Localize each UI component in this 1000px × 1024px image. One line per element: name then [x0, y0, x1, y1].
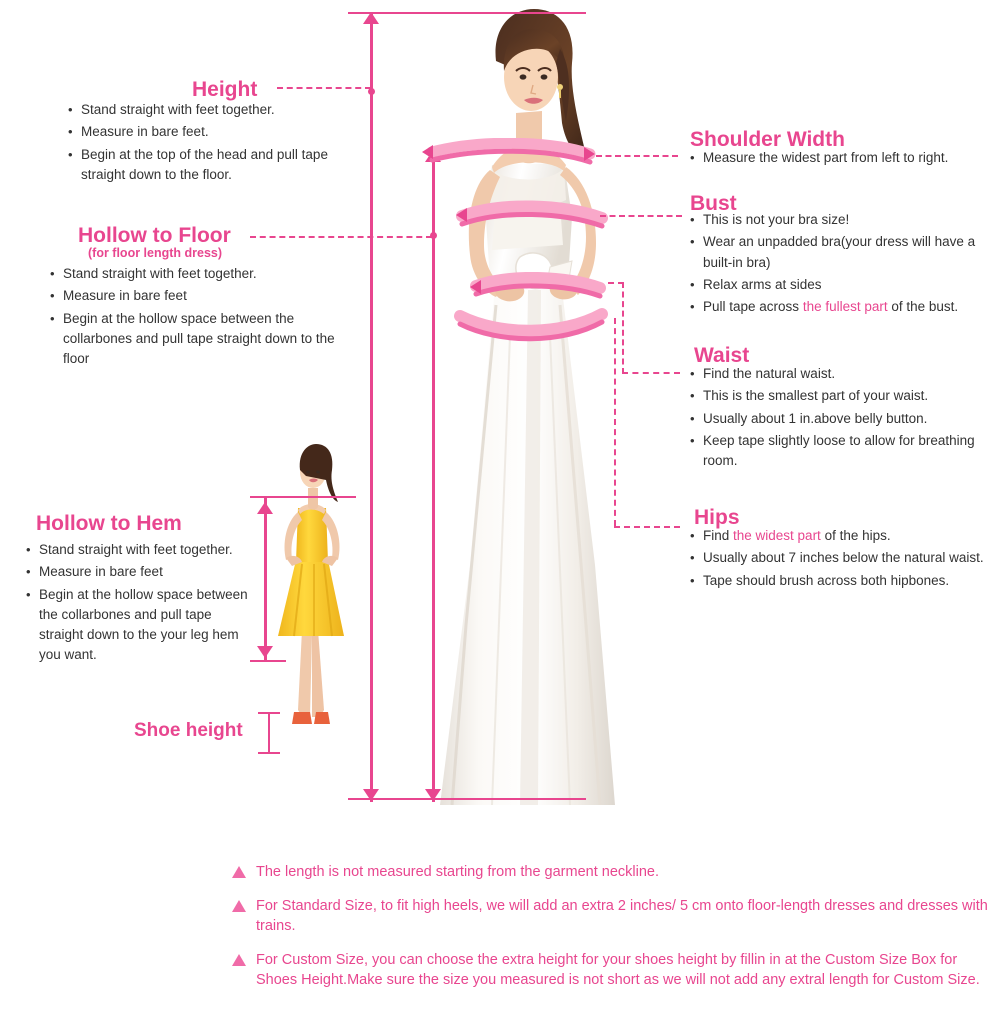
list-item: • Tape should brush across both hipbones.: [703, 571, 988, 591]
list-item: • Wear an unpadded bra(your dress will have a built-in bra): [703, 232, 992, 273]
hollow-to-floor-title: Hollow to Floor: [78, 224, 231, 247]
list-item: • Stand straight with feet together.: [81, 100, 344, 120]
list-item: • Begin at the hollow space between the collarbones and pull tape straight down to the floor: [63, 309, 336, 370]
shoe-height-bottom-cap: [258, 752, 280, 754]
list-item: • Measure in bare feet: [63, 286, 336, 306]
bust-title: Bust: [690, 192, 737, 215]
footer-note-3: [232, 950, 992, 991]
bust-band: [452, 200, 618, 240]
warning-triangle-icon: [232, 900, 246, 912]
list-item: • Usually about 7 inches below the natural waist.: [703, 548, 988, 568]
height-title: Height: [192, 78, 258, 101]
warning-triangle-icon: [232, 954, 246, 966]
height-arrow-down: [363, 789, 379, 801]
footer-note-text: For Custom Size, you can choose the extra height for your shoes height by fillin in at the Custom Size Box for Shoes Height.Make sure the size you measured is not short as we will not add any extral length for Custom Size.: [256, 951, 980, 989]
hollow-to-hem-title: Hollow to Hem: [36, 512, 182, 535]
list-item: • This is the smallest part of your waist.: [703, 386, 986, 406]
footer-note-text: The length is not measured starting from the garment neckline.: [256, 864, 659, 880]
list-item: • Find the natural waist.: [703, 364, 986, 384]
hollow-to-hem-bullets: [22, 540, 252, 668]
list-item: • Usually about 1 in.above belly button.: [703, 409, 986, 429]
hollow-to-floor-arrow-down: [425, 789, 441, 801]
tall-model-svg: [400, 5, 670, 805]
hips-highlight: the widest part: [733, 528, 821, 543]
waist-leader-dash: [622, 372, 680, 374]
height-top-cap: [348, 12, 586, 14]
bust-highlight: the fullest part: [802, 299, 888, 314]
list-item: • Measure the widest part from left to right.: [703, 148, 996, 168]
waist-leader-stub: [608, 282, 624, 284]
waist-bullets: [686, 364, 986, 473]
shoe-height-axis: [268, 712, 270, 754]
bust-bullets: [686, 210, 992, 319]
hollow-to-hem-bottom-cap: [250, 660, 286, 662]
shoulder-width-band: [418, 138, 608, 172]
shoulder-leader-dash: [596, 155, 678, 157]
list-item-bust-fullest: • Pull tape across the fullest part of the bust.: [703, 297, 992, 317]
list-item-hips-widest: • Find the widest part of the hips.: [703, 526, 988, 546]
list-item: • Begin at the hollow space between the collarbones and pull tape straight down to the your leg hem you want.: [39, 585, 252, 666]
height-arrow-up: [363, 12, 379, 24]
footer-notes: [232, 862, 992, 1004]
height-leader-dash: [277, 87, 371, 89]
hollow-to-floor-bullets: [46, 264, 336, 371]
hollow-to-floor-axis: [432, 150, 435, 802]
list-item: • Relax arms at sides: [703, 275, 992, 295]
list-item: • Measure in bare feet: [39, 562, 252, 582]
hollow-to-hem-arrow-up: [257, 502, 273, 514]
waist-leader-vertical: [622, 282, 624, 374]
list-item: • Stand straight with feet together.: [39, 540, 252, 560]
hollow-to-floor-subtitle: (for floor length dress): [88, 246, 223, 260]
shoulder-arrow-left: [422, 145, 433, 159]
height-marker-dot: [368, 88, 375, 95]
shoe-height-top-cap: [258, 712, 280, 714]
shoulder-width-bullets: [686, 148, 996, 170]
hollow-to-floor-leader-dash: [250, 236, 432, 238]
waist-arrow-left: [470, 280, 481, 294]
hips-band: [450, 300, 616, 344]
list-item: • Stand straight with feet together.: [63, 264, 336, 284]
bust-leader-dash: [600, 215, 682, 217]
bust-arrow-left: [456, 208, 467, 222]
floor-cap-line: [348, 798, 586, 800]
tall-model-illustration: [400, 5, 670, 805]
footer-note-text: For Standard Size, to fit high heels, we will add an extra 2 inches/ 5 cm onto floor-length dresses and dresses with trains.: [256, 897, 988, 935]
hollow-to-hem-axis: [264, 496, 267, 662]
hips-leader-vertical: [614, 318, 616, 526]
footer-note-1: [232, 862, 992, 883]
hips-title: Hips: [694, 506, 740, 529]
shoe-height-title: Shoe height: [134, 720, 243, 741]
height-bullets: [64, 100, 344, 187]
height-axis-line: [370, 12, 373, 802]
hips-leader-dash: [614, 526, 680, 528]
hips-bullets: [686, 526, 988, 593]
shoulder-arrow-right: [584, 147, 595, 161]
list-item: • Keep tape slightly loose to allow for breathing room.: [703, 431, 986, 472]
hollow-to-hem-arrow-down: [257, 646, 273, 658]
footer-note-2: [232, 896, 992, 937]
list-item: • This is not your bra size!: [703, 210, 992, 230]
list-item: • Measure in bare feet.: [81, 122, 344, 142]
list-item: • Begin at the top of the head and pull tape straight down to the floor.: [81, 145, 344, 186]
waist-title: Waist: [694, 344, 750, 367]
shoulder-width-title: Shoulder Width: [690, 128, 845, 151]
warning-triangle-icon: [232, 866, 246, 878]
